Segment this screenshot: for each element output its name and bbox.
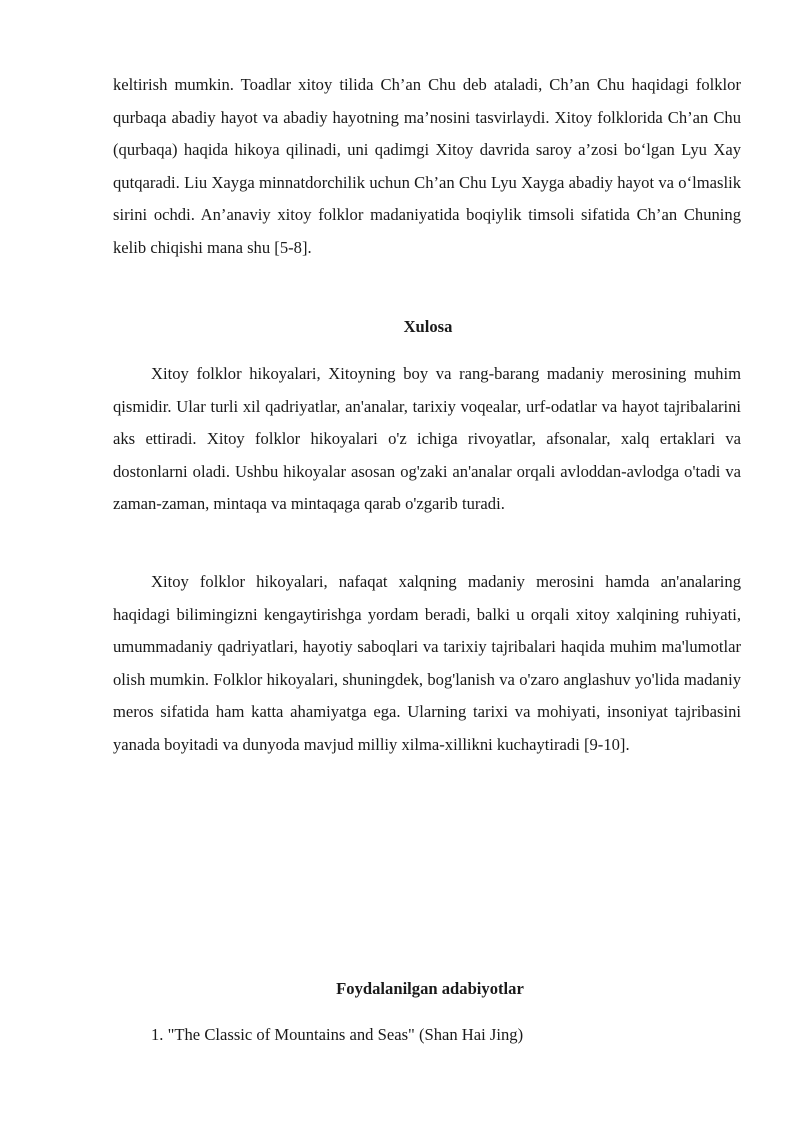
conclusion-paragraph-1: Xitoy folklor hikoyalari, Xitoyning boy va rang-barang madaniy merosining muhim qismidir. Ular turli xil qadriyatlar, an'analar, tarixiy voqealar, urf-odatlar va hayot tajribalarini aks ettiradi. Xitoy folklor hikoyalari o'z ichiga rivoyatlar, afsonalar, xalq ertaklari va dostonlarni oladi. Ushbu hikoyalar asosan og'zaki an'analar orqali avloddan-avlodga o'tadi va zaman-zaman, mintaqa va mintaqaga qarab o'zgarib turadi. [113, 364, 741, 513]
conclusion-paragraph-2: Xitoy folklor hikoyalari, nafaqat xalqning madaniy merosini hamda an'analaring haqidagi bilimingizni kengaytirishga yordam beradi, balki u orqali xitoy xalqining ruhiyati, umummadaniy qadriyatlari, hayotiy saboqlari va tarixiy tajribalari haqida muhim ma'lumotlar olish mumkin. Folklor hikoyalari, shuningdek, bog'lanish va o'zaro anglashuv yo'lida madaniy meros sifatida ham katta ahamiyatga ega. Ularning tarixi va mohiyati, insoniyat tajribasini yanada boyitadi va dunyoda mavjud milliy xilma-xillikni kuchaytiradi [9-10]. [113, 572, 741, 754]
conclusion-heading: Xulosa [403, 317, 453, 336]
intro-paragraph: keltirish mumkin. Toadlar xitoy tilida Ch’an Chu deb ataladi, Ch’an Chu haqidagi folklor qurbaqa abadiy hayot va abadiy hayotning ma’nosini tasvirlaydi. Xitoy folklorida Ch’an Chu (qurbaqa) haqida hikoya qilinadi, uni qadimgi Xitoy davrida saroy a’zosi bo‘lgan Lyu Xay qutqaradi. Liu Xayga minnatdorchilik uchun Ch’an Chu Lyu Xayga abadiy hayot va o‘lmaslik sirini ochdi. An’anaviy xitoy folklor madaniyatida boqiylik timsoli sifatida Ch’an Chuning kelib chiqishi mana shu [5-8]. [113, 75, 741, 257]
reference-item: 1. "The Classic of Mountains and Seas" (Shan Hai Jing) [151, 1025, 524, 1044]
references-heading: Foydalanilgan adabiyotlar [336, 979, 524, 998]
